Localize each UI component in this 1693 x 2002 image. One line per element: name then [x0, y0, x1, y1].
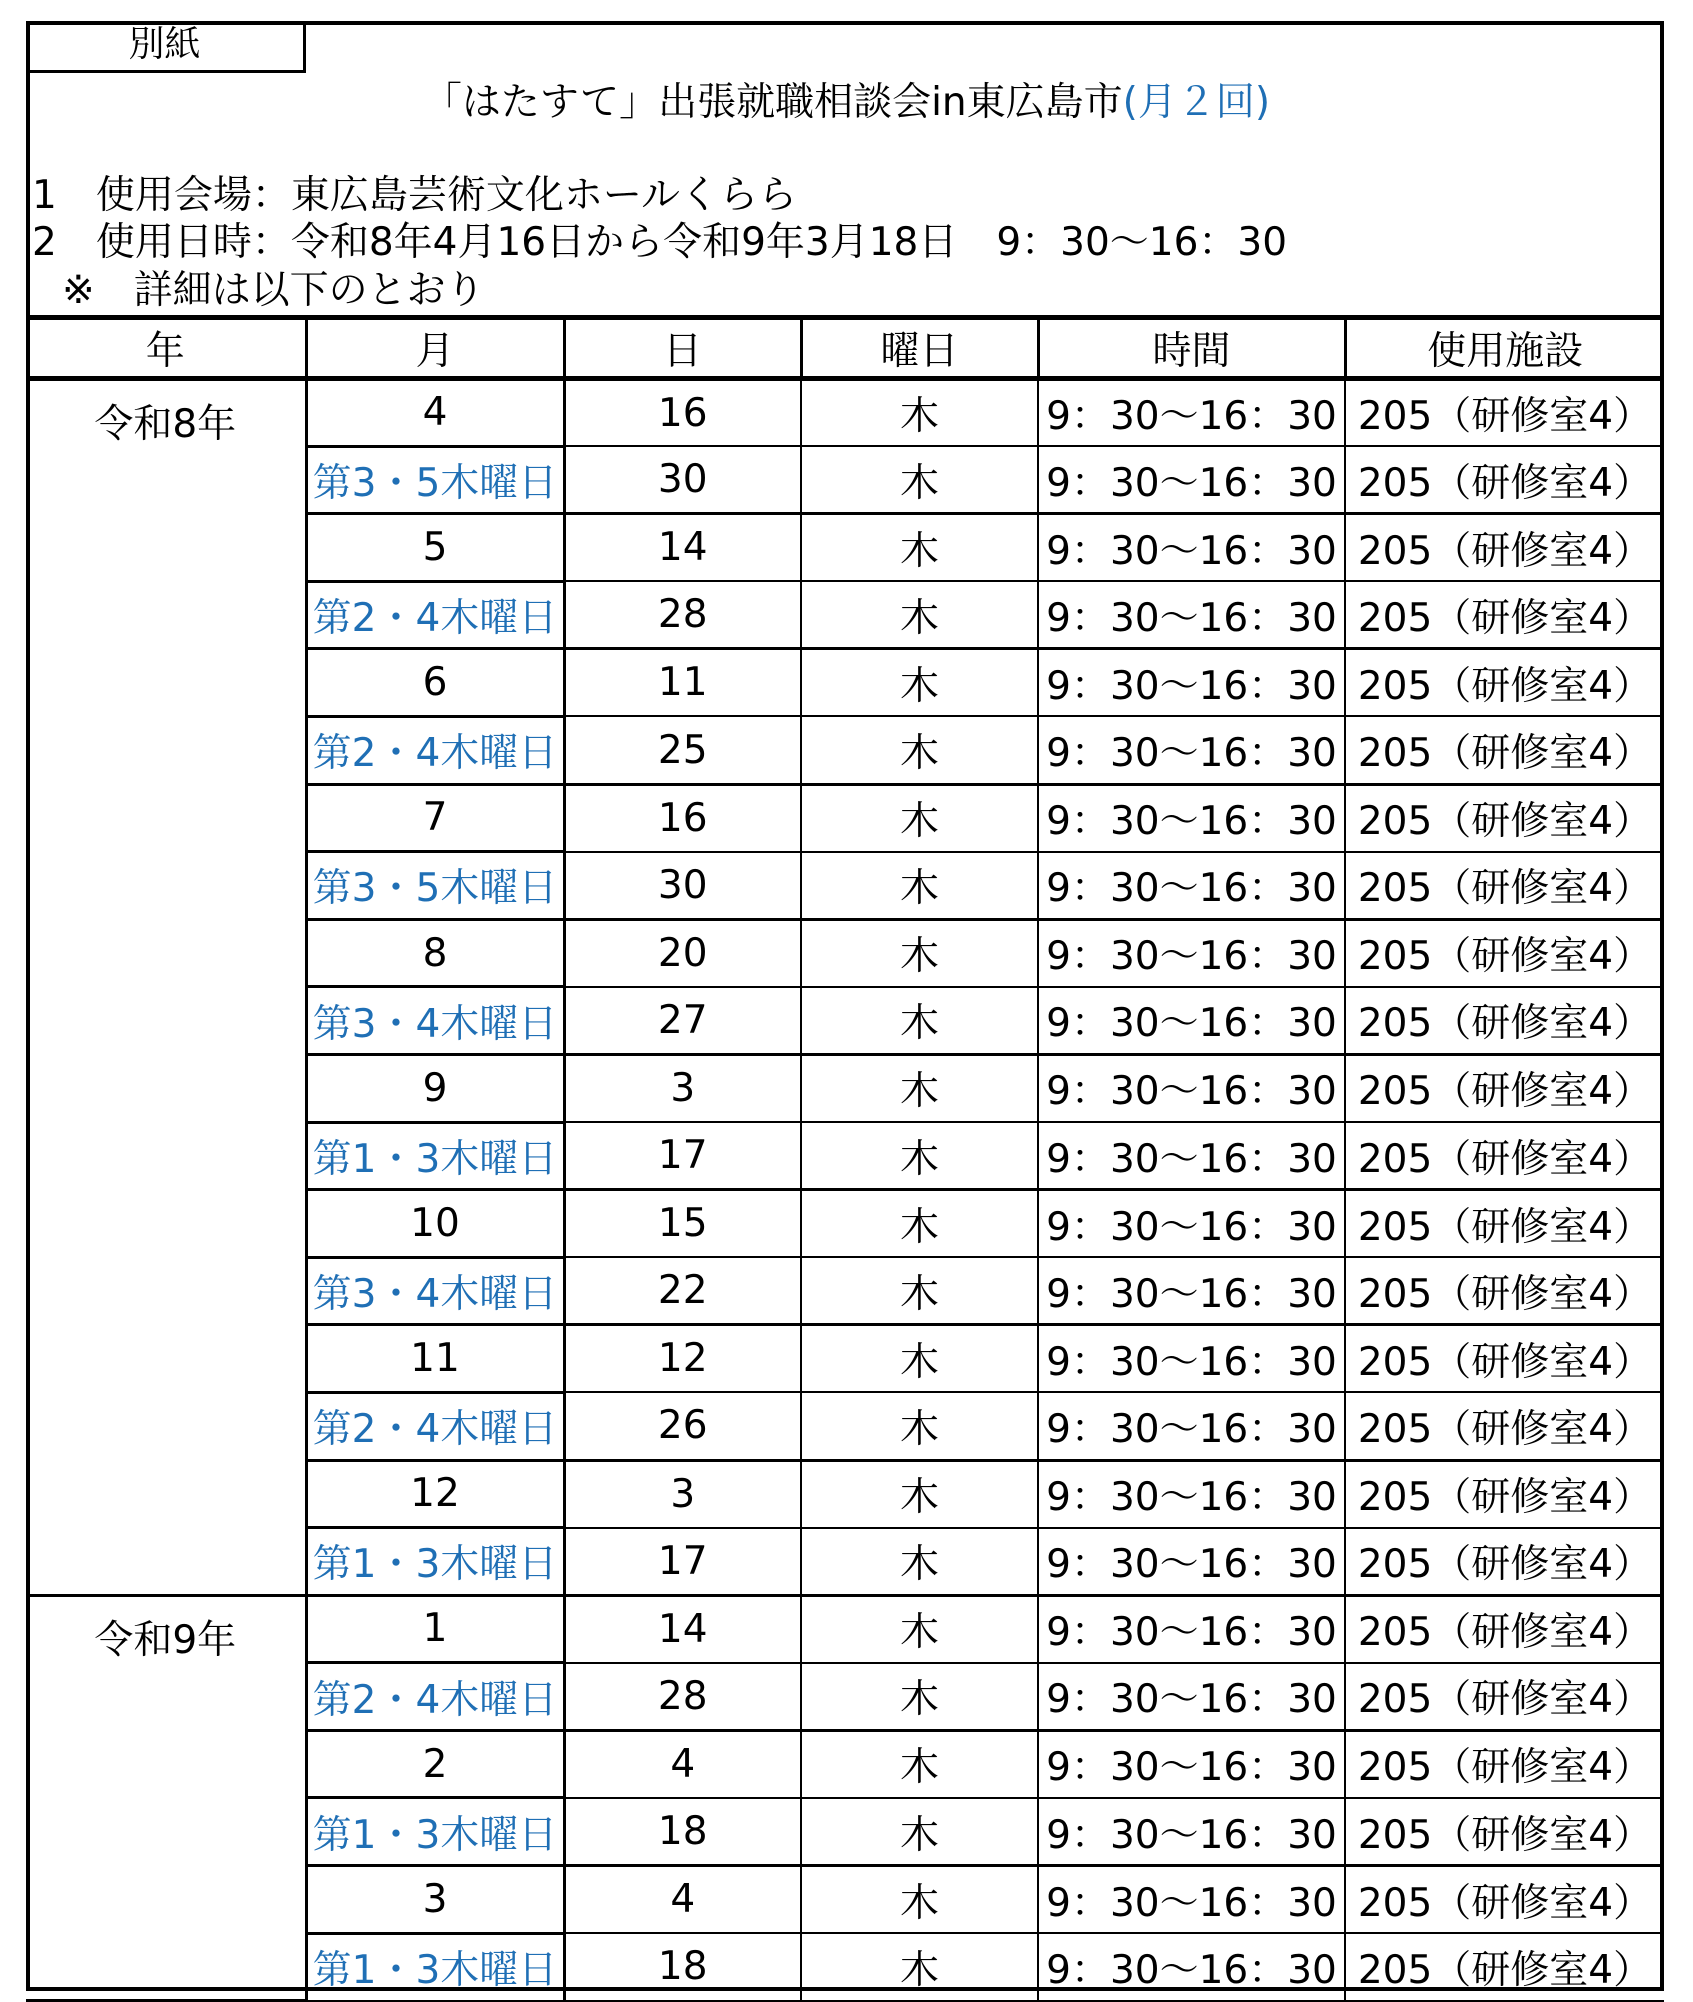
facility-cell: 205（研修室4）	[1345, 716, 1664, 784]
weekday-cell: 木	[801, 784, 1038, 852]
month-cell: 第1・3木曜日	[306, 1933, 564, 2001]
venue-line: 1 使用会場：東広島芸術文化ホールくらら	[32, 173, 798, 218]
day-cell: 28	[564, 1663, 801, 1731]
month-cell: 3	[306, 1866, 564, 1934]
day-cell: 16	[564, 379, 801, 447]
facility-cell: 205（研修室4）	[1345, 1663, 1664, 1731]
facility-cell: 205（研修室4）	[1345, 1392, 1664, 1460]
day-cell: 4	[564, 1866, 801, 1934]
weekday-cell: 木	[801, 379, 1038, 447]
time-cell: 9：30～16：30	[1038, 784, 1345, 852]
month-cell: 8	[306, 919, 564, 987]
weekday-cell: 木	[801, 1325, 1038, 1393]
time-cell: 9：30～16：30	[1038, 852, 1345, 920]
time-cell: 9：30～16：30	[1038, 1595, 1345, 1663]
time-cell: 9：30～16：30	[1038, 1663, 1345, 1731]
weekday-cell: 木	[801, 1122, 1038, 1190]
weekday-cell: 木	[801, 716, 1038, 784]
facility-cell: 205（研修室4）	[1345, 1054, 1664, 1122]
facility-cell: 205（研修室4）	[1345, 649, 1664, 717]
weekday-cell: 木	[801, 1595, 1038, 1663]
time-cell: 9：30～16：30	[1038, 1798, 1345, 1866]
title-suffix: (月２回)	[1122, 80, 1271, 125]
facility-cell: 205（研修室4）	[1345, 581, 1664, 649]
time-cell: 9：30～16：30	[1038, 1190, 1345, 1258]
weekday-cell: 木	[801, 1933, 1038, 2001]
weekday-cell: 木	[801, 919, 1038, 987]
table-body	[26, 379, 1664, 2001]
day-cell: 15	[564, 1190, 801, 1258]
month-cell: 第3・5木曜日	[306, 446, 564, 514]
day-cell: 3	[564, 1054, 801, 1122]
time-cell: 9：30～16：30	[1038, 1054, 1345, 1122]
month-cell: 第1・3木曜日	[306, 1122, 564, 1190]
day-cell: 3	[564, 1460, 801, 1528]
time-cell: 9：30～16：30	[1038, 1257, 1345, 1325]
attachment-label: 別紙	[26, 21, 306, 73]
month-cell: 5	[306, 514, 564, 582]
facility-cell: 205（研修室4）	[1345, 1190, 1664, 1258]
weekday-cell: 木	[801, 1798, 1038, 1866]
month-cell: 第3・4木曜日	[306, 1257, 564, 1325]
header-day: 日	[564, 318, 801, 379]
weekday-cell: 木	[801, 852, 1038, 920]
facility-cell: 205（研修室4）	[1345, 1122, 1664, 1190]
month-cell: 2	[306, 1730, 564, 1798]
header-weekday: 曜日	[801, 318, 1038, 379]
month-cell: 12	[306, 1460, 564, 1528]
day-cell: 22	[564, 1257, 801, 1325]
facility-cell: 205（研修室4）	[1345, 446, 1664, 514]
facility-cell: 205（研修室4）	[1345, 1460, 1664, 1528]
weekday-cell: 木	[801, 1460, 1038, 1528]
title-main: 「はたすて」出張就職相談会in東広島市	[422, 80, 1123, 125]
day-cell: 18	[564, 1798, 801, 1866]
header-time: 時間	[1038, 318, 1345, 379]
year-cell: 令和9年	[26, 1595, 306, 2001]
time-cell: 9：30～16：30	[1038, 1528, 1345, 1596]
month-cell: 第2・4木曜日	[306, 716, 564, 784]
time-cell: 9：30～16：30	[1038, 1325, 1345, 1393]
time-cell: 9：30～16：30	[1038, 446, 1345, 514]
weekday-cell: 木	[801, 1866, 1038, 1934]
month-cell: 第3・5木曜日	[306, 852, 564, 920]
day-cell: 18	[564, 1933, 801, 2001]
time-cell: 9：30～16：30	[1038, 1460, 1345, 1528]
weekday-cell: 木	[801, 1392, 1038, 1460]
month-cell: 第1・3木曜日	[306, 1528, 564, 1596]
day-cell: 14	[564, 514, 801, 582]
month-cell: 7	[306, 784, 564, 852]
time-cell: 9：30～16：30	[1038, 581, 1345, 649]
facility-cell: 205（研修室4）	[1345, 784, 1664, 852]
weekday-cell: 木	[801, 1730, 1038, 1798]
weekday-cell: 木	[801, 1190, 1038, 1258]
month-cell: 1	[306, 1595, 564, 1663]
day-cell: 27	[564, 987, 801, 1055]
day-cell: 12	[564, 1325, 801, 1393]
facility-cell: 205（研修室4）	[1345, 1933, 1664, 2001]
day-cell: 17	[564, 1122, 801, 1190]
day-cell: 4	[564, 1730, 801, 1798]
page-title	[0, 78, 1693, 128]
time-cell: 9：30～16：30	[1038, 1122, 1345, 1190]
day-cell: 30	[564, 446, 801, 514]
time-cell: 9：30～16：30	[1038, 1392, 1345, 1460]
facility-cell: 205（研修室4）	[1345, 987, 1664, 1055]
facility-cell: 205（研修室4）	[1345, 1866, 1664, 1934]
facility-cell: 205（研修室4）	[1345, 1730, 1664, 1798]
month-cell: 第1・3木曜日	[306, 1798, 564, 1866]
details-note: ※ 詳細は以下のとおり	[62, 268, 485, 313]
month-cell: 第2・4木曜日	[306, 1392, 564, 1460]
time-cell: 9：30～16：30	[1038, 919, 1345, 987]
day-cell: 11	[564, 649, 801, 717]
month-cell: 4	[306, 379, 564, 447]
time-cell: 9：30～16：30	[1038, 716, 1345, 784]
weekday-cell: 木	[801, 446, 1038, 514]
day-cell: 26	[564, 1392, 801, 1460]
header-year: 年	[26, 318, 306, 379]
month-cell: 6	[306, 649, 564, 717]
facility-cell: 205（研修室4）	[1345, 1325, 1664, 1393]
table-row	[26, 1595, 1664, 1663]
weekday-cell: 木	[801, 1528, 1038, 1596]
datetime-line: 2 使用日時：令和8年4月16日から令和9年3月18日 9：30～16：30	[32, 220, 1288, 265]
time-cell: 9：30～16：30	[1038, 1933, 1345, 2001]
facility-cell: 205（研修室4）	[1345, 514, 1664, 582]
weekday-cell: 木	[801, 987, 1038, 1055]
table-row	[26, 379, 1664, 447]
weekday-cell: 木	[801, 649, 1038, 717]
day-cell: 14	[564, 1595, 801, 1663]
schedule-table	[26, 315, 1664, 2002]
day-cell: 17	[564, 1528, 801, 1596]
facility-cell: 205（研修室4）	[1345, 1798, 1664, 1866]
facility-cell: 205（研修室4）	[1345, 919, 1664, 987]
facility-cell: 205（研修室4）	[1345, 852, 1664, 920]
month-cell: 9	[306, 1054, 564, 1122]
month-cell: 第2・4木曜日	[306, 581, 564, 649]
year-cell: 令和8年	[26, 379, 306, 1596]
time-cell: 9：30～16：30	[1038, 987, 1345, 1055]
month-cell: 第2・4木曜日	[306, 1663, 564, 1731]
weekday-cell: 木	[801, 1663, 1038, 1731]
table-header-row	[26, 318, 1664, 379]
day-cell: 20	[564, 919, 801, 987]
facility-cell: 205（研修室4）	[1345, 1595, 1664, 1663]
header-facility: 使用施設	[1345, 318, 1664, 379]
weekday-cell: 木	[801, 514, 1038, 582]
month-cell: 11	[306, 1325, 564, 1393]
facility-cell: 205（研修室4）	[1345, 1528, 1664, 1596]
facility-cell: 205（研修室4）	[1345, 1257, 1664, 1325]
header-month: 月	[306, 318, 564, 379]
time-cell: 9：30～16：30	[1038, 379, 1345, 447]
day-cell: 16	[564, 784, 801, 852]
day-cell: 28	[564, 581, 801, 649]
time-cell: 9：30～16：30	[1038, 1730, 1345, 1798]
weekday-cell: 木	[801, 1257, 1038, 1325]
weekday-cell: 木	[801, 1054, 1038, 1122]
day-cell: 30	[564, 852, 801, 920]
time-cell: 9：30～16：30	[1038, 649, 1345, 717]
weekday-cell: 木	[801, 581, 1038, 649]
time-cell: 9：30～16：30	[1038, 1866, 1345, 1934]
facility-cell: 205（研修室4）	[1345, 379, 1664, 447]
time-cell: 9：30～16：30	[1038, 514, 1345, 582]
month-cell: 第3・4木曜日	[306, 987, 564, 1055]
day-cell: 25	[564, 716, 801, 784]
month-cell: 10	[306, 1190, 564, 1258]
